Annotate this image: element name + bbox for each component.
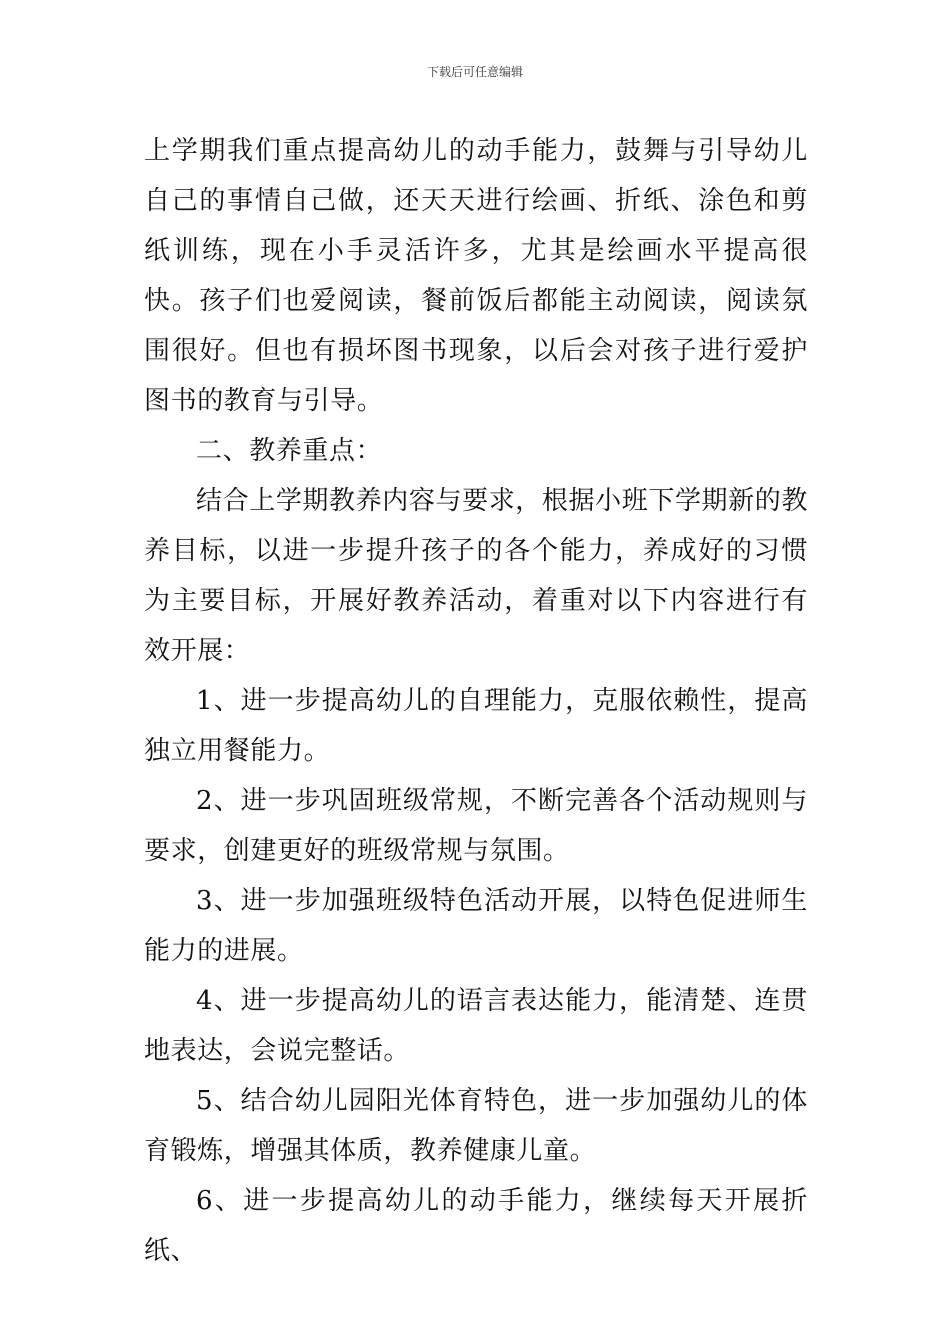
list-item-3: 3、进一步加强班级特色活动开展，以特色促进师生能力的进展。 (144, 886, 808, 966)
list-item-2: 2、进一步巩固班级常规，不断完善各个活动规则与要求，创建更好的班级常规与氛围。 (144, 786, 808, 866)
paragraph-previous-term-summary: 上学期我们重点提高幼儿的动手能力，鼓舞与引导幼儿自己的事情自己做，还天天进行绘画、折纸、涂色和剪纸训练，现在小手灵活许多，尤其是绘画水平提高很快。孩子们也爱阅读，餐前饭后都能主动阅读，阅读氛围很好。但也有损坏图书现象，以后会对孩子进行爱护图书的教育与引导。 (144, 136, 808, 416)
section-heading-education-focus: 二、教养重点： (196, 436, 383, 466)
list-item-6: 6、进一步提高幼儿的动手能力，继续每天开展折纸、 (144, 1186, 808, 1266)
list-item-1: 1、进一步提高幼儿的自理能力，克服依赖性，提高独立用餐能力。 (144, 686, 808, 766)
list-item-4: 4、进一步提高幼儿的语言表达能力，能清楚、连贯地表达，会说完整话。 (144, 986, 808, 1066)
document-body (144, 126, 808, 1276)
paragraph-education-goals: 结合上学期教养内容与要求，根据小班下学期新的教养目标，以进一步提升孩子的各个能力，养成好的习惯为主要目标，开展好教养活动，着重对以下内容进行有效开展： (144, 486, 808, 666)
list-item-5: 5、结合幼儿园阳光体育特色，进一步加强幼儿的体育锻炼，增强其体质，教养健康儿童。 (144, 1086, 808, 1166)
page-header-note: 下载后可任意编辑 (426, 65, 523, 79)
